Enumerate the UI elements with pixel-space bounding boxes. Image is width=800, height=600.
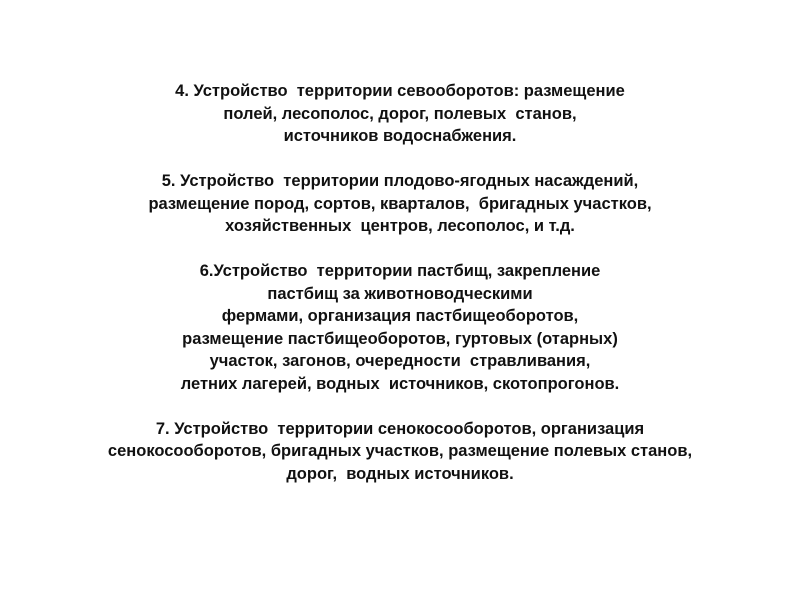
paragraph-5: [0, 170, 800, 238]
slide-text: [0, 80, 800, 508]
text-line: 7. Устройство территории сенокосооборотов, организация: [155, 419, 645, 438]
text-line: 4. Устройство территории севооборотов: размещение: [175, 82, 625, 100]
text-line: 5. Устройство территории плодово-ягодных насаждений,: [161, 172, 639, 190]
text-line: пастбищ за животноводческими: [267, 284, 533, 303]
text-line: размещение пастбищеоборотов, гуртовых (отарных): [182, 329, 618, 348]
paragraph-4: [0, 80, 800, 148]
text-line: хозяйственных центров, лесополос, и т.д.: [225, 217, 575, 235]
paragraph-6: [0, 260, 800, 395]
paragraph-7: [0, 418, 800, 486]
text-line: участок, загонов, очередности стравливания,: [209, 352, 591, 370]
text-line: 6.Устройство территории пастбищ, закрепление: [199, 262, 601, 280]
text-line: размещение пород, сортов, кварталов, бригадных участков,: [148, 194, 652, 213]
text-line: дорог, водных источников.: [286, 464, 514, 483]
text-line: летних лагерей, водных источников, скотопрогонов.: [180, 374, 620, 393]
text-line: источников водоснабжения.: [283, 127, 517, 145]
text-line: фермами, организация пастбищеоборотов,: [221, 307, 579, 325]
text-line: полей, лесополос, дорог, полевых станов,: [223, 104, 577, 123]
text-line: сенокосооборотов, бригадных участков, размещение полевых станов,: [107, 442, 693, 460]
